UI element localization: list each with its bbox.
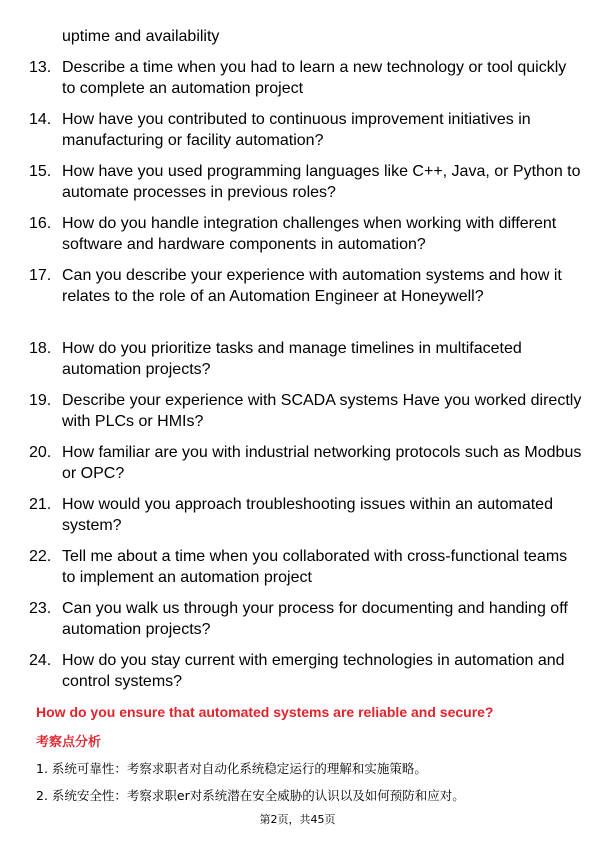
analysis-heading: 考察点分析 <box>36 734 102 749</box>
question-text: Can you walk us through your process for documenting and handing off automation projects? <box>62 600 568 638</box>
analysis-point: 1. 系统可靠性：考察求职者对自动化系统稳定运行的理解和实施策略。 <box>36 761 427 776</box>
question-number: 17. <box>29 267 52 284</box>
question-number: 13. <box>29 59 52 76</box>
question-text: How have you contributed to continuous improvement initiatives in manufacturing or facility automation? <box>62 111 531 149</box>
question-item <box>0 338 595 390</box>
question-number: 20. <box>29 444 52 461</box>
question-text: How do you handle integration challenges when working with different software and hardware components in automation? <box>62 215 557 253</box>
question-item <box>0 57 595 109</box>
question-item <box>0 598 595 650</box>
question-item <box>0 265 595 338</box>
question-item <box>0 161 595 213</box>
question-text: How do you prioritize tasks and manage timelines in multifaceted automation projects? <box>62 340 522 378</box>
question-text: How do you stay current with emerging technologies in automation and control systems? <box>62 652 565 690</box>
question-item <box>0 390 595 442</box>
question-item <box>0 442 595 494</box>
question-text: Tell me about a time when you collaborated with cross-functional teams to implement an automation project <box>62 548 568 586</box>
question-number: 24. <box>29 652 52 669</box>
analysis-point: 2. 系统安全性：考察求职er对系统潜在安全威胁的认识以及如何预防和应对。 <box>36 788 465 803</box>
question-list <box>0 57 595 702</box>
question-text: Describe your experience with SCADA systems Have you worked directly with PLCs or HMIs? <box>62 392 582 430</box>
question-number: 22. <box>29 548 52 565</box>
question-text: How would you approach troubleshooting issues within an automated system? <box>62 496 553 534</box>
question-text: How familiar are you with industrial networking protocols such as Modbus or OPC? <box>62 444 582 482</box>
question-item <box>0 546 595 598</box>
question-number: 19. <box>29 392 52 409</box>
page-footer: 第2页，共45页 <box>259 813 336 826</box>
question-item <box>0 650 595 702</box>
question-number: 16. <box>29 215 52 232</box>
question-number: 18. <box>29 340 52 357</box>
question-number: 15. <box>29 163 52 180</box>
question-number: 23. <box>29 600 52 617</box>
question-text: How have you used programming languages like C++, Java, or Python to automate processes in previous roles? <box>62 163 581 201</box>
question-number: 21. <box>29 496 52 513</box>
question-item <box>0 109 595 161</box>
question-text: Can you describe your experience with automation systems and how it relates to the role of an Automation Engineer at Honeywell? <box>62 267 562 305</box>
question-text: Describe a time when you had to learn a new technology or tool quickly to complete an automation project <box>62 59 567 97</box>
question-number: 14. <box>29 111 52 128</box>
question-item <box>0 213 595 265</box>
question-item <box>0 494 595 546</box>
highlight-question: How do you ensure that automated systems are reliable and secure? <box>36 704 494 720</box>
continued-question-text: uptime and availability <box>62 28 220 45</box>
